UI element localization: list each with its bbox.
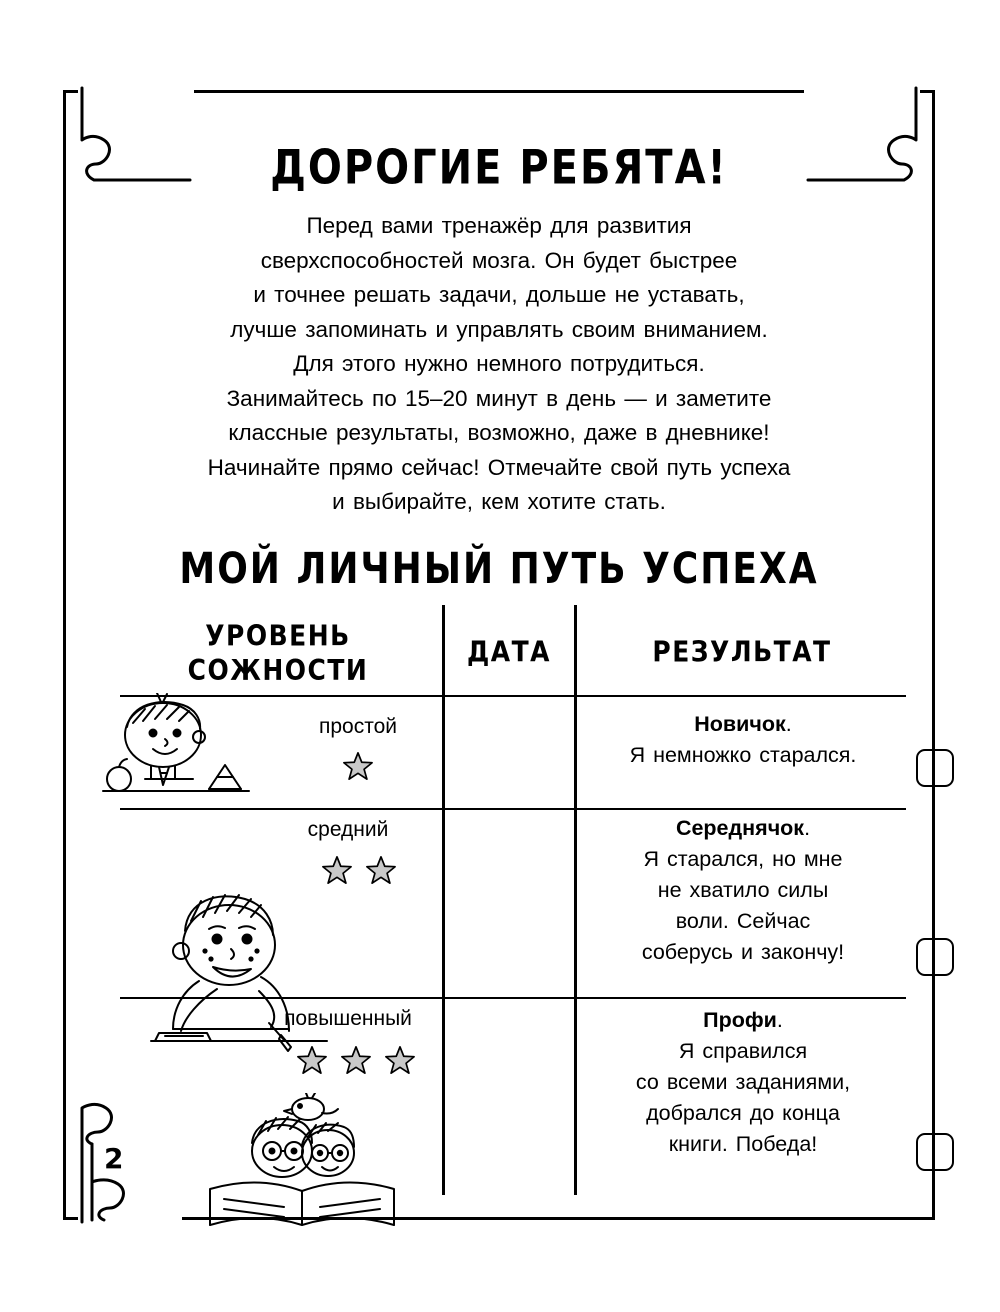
result-line: книги. Победа!	[668, 1132, 818, 1156]
intro-line: Перед вами тренажёр для развития	[306, 213, 692, 238]
page-number: 2	[104, 1142, 124, 1175]
column-header-level-line1: УРОВЕНЬ	[205, 619, 351, 653]
intro-line: и выбирайте, кем хотите стать.	[332, 489, 666, 514]
star-icon	[343, 751, 373, 781]
star-icon	[366, 855, 396, 885]
column-header-result: РЕЗУЛЬТАТ	[652, 635, 832, 669]
result-line: Я справился	[678, 1039, 808, 1063]
result-row-1	[578, 709, 908, 771]
kids-reading-book-doodle	[196, 1093, 426, 1228]
column-header-date: ДАТА	[466, 635, 551, 669]
intro-line: сверхспособностей мозга. Он будет быстрее	[260, 247, 738, 273]
checkbox-row-2[interactable]	[916, 938, 954, 976]
intro-line: классные результаты, возможно, даже в дневнике!	[228, 420, 770, 445]
result-line: со всеми заданиями,	[635, 1070, 851, 1094]
checkbox-row-3[interactable]	[916, 1133, 954, 1171]
checkbox-row-1[interactable]	[916, 749, 954, 787]
column-header-level-line2: СОЖНОСТИ	[187, 653, 369, 687]
stars-row-1	[308, 751, 408, 781]
table-row-divider-1	[120, 808, 906, 810]
intro-paragraph	[126, 209, 872, 520]
result-line: добрался до конца	[646, 1101, 840, 1125]
kid-with-apple-doodle	[101, 693, 251, 803]
star-icon	[385, 1045, 415, 1075]
page-frame	[63, 90, 935, 1220]
result-row-3	[573, 1005, 913, 1160]
result-line: соберусь и закончу!	[641, 940, 845, 964]
result-line: не хватило силы	[657, 878, 829, 902]
star-icon	[341, 1045, 371, 1075]
result-title-row-2: Середнячок.	[675, 816, 811, 840]
level-label-row-2: средний	[307, 818, 389, 841]
result-line: воли. Сейчас	[675, 909, 811, 933]
result-title-row-3: Профи.	[703, 1008, 783, 1032]
column-header-level	[118, 619, 438, 688]
intro-line: Для этого нужно немного потрудиться.	[293, 351, 705, 376]
kid-writing-doodle	[121, 873, 341, 1063]
intro-line: Занимайтесь по 15–20 минут в день — и заметите	[226, 385, 772, 411]
table-column-divider-1	[442, 605, 445, 1195]
result-line: Я немножко старался.	[629, 743, 857, 767]
section-title: МОЙ ЛИЧНЫЙ ПУТЬ УСПЕХА	[179, 545, 819, 594]
result-title-row-1: Новичок.	[694, 712, 792, 736]
level-label-row-1: простой	[318, 715, 398, 738]
page-title: ДОРОГИЕ РЕБЯТА!	[270, 141, 728, 196]
level-label-row-3: повышенный	[284, 1007, 412, 1030]
intro-line: лучше запоминать и управлять своим вниманием.	[230, 316, 768, 342]
result-row-2	[578, 813, 908, 968]
intro-line: и точнее решать задачи, дольше не уставать,	[253, 282, 745, 307]
intro-line: Начинайте прямо сейчас! Отмечайте свой путь успеха	[207, 454, 791, 480]
result-line: Я старался, но мне	[643, 847, 843, 871]
